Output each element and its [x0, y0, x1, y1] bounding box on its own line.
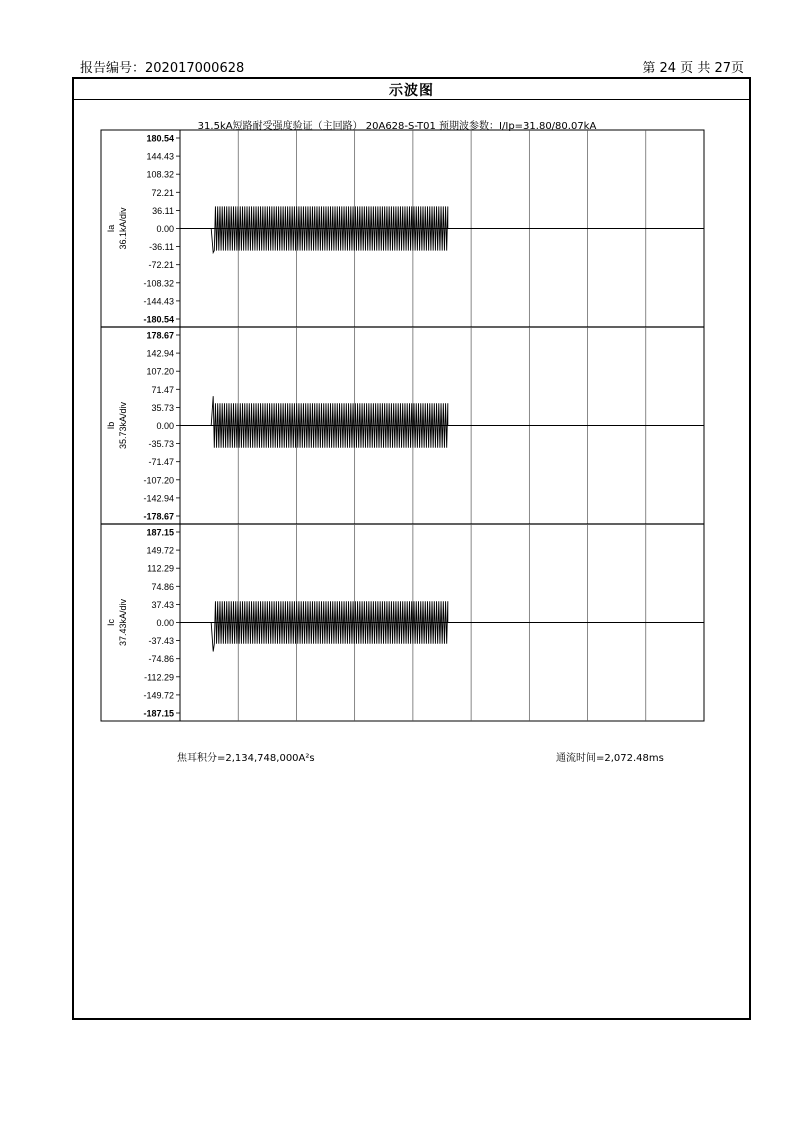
channel-scale-ic: 37.43kA/div	[118, 598, 128, 647]
y-tick-label: -142.94	[143, 493, 174, 504]
y-tick-label: -108.32	[143, 278, 174, 289]
y-tick-label: 0.00	[156, 224, 174, 234]
y-tick-label: 74.86	[151, 581, 174, 592]
waveform-ic	[180, 601, 704, 651]
y-tick-label: 180.54	[146, 133, 174, 144]
y-tick-label: -187.15	[143, 708, 174, 719]
y-tick-label: 71.47	[151, 384, 174, 395]
y-tick-label: 112.29	[147, 563, 174, 574]
waveform-ia	[180, 206, 704, 252]
y-tick-label: -74.86	[148, 654, 174, 665]
y-tick-label: 0.00	[156, 421, 174, 431]
waveform-ib	[180, 396, 704, 448]
y-tick-label: 144.43	[146, 151, 174, 162]
chart-title: 31.5kA短路耐受强度验证（主回路） 20A628-S-T01 预期波参数：I/Ip=31.80/80.07kA	[197, 121, 597, 132]
y-tick-label: 37.43	[151, 599, 174, 610]
y-tick-label: 187.15	[146, 527, 174, 538]
y-tick-label: -178.67	[143, 511, 174, 522]
y-tick-label: 35.73	[151, 402, 174, 413]
y-tick-label: -35.73	[148, 439, 174, 450]
page-indicator: 第 24 页 共 27页	[642, 61, 744, 76]
channel-label-ib: Ib	[106, 421, 116, 430]
conduction-time: 通流时间=2,072.48ms	[556, 753, 664, 764]
y-tick-label: -37.43	[148, 636, 174, 647]
y-tick-label: 72.21	[151, 187, 174, 198]
y-tick-label: 0.00	[156, 618, 174, 628]
y-tick-label: -112.29	[144, 672, 174, 683]
y-tick-label: -180.54	[143, 314, 174, 325]
channel-scale-ia: 36.1kA/div	[118, 207, 128, 250]
y-tick-label: -72.21	[148, 260, 174, 271]
section-title: 示波图	[389, 83, 434, 99]
channel-label-ia: Ia	[106, 224, 116, 233]
y-tick-label: -144.43	[143, 296, 174, 307]
y-tick-label: 178.67	[146, 330, 174, 341]
y-tick-label: 36.11	[152, 205, 174, 216]
y-tick-label: 142.94	[146, 348, 174, 359]
channel-scale-ib: 35.73kA/div	[118, 401, 128, 450]
y-tick-label: 149.72	[146, 545, 174, 556]
joule-integral: 焦耳积分=2,134,748,000A²s	[177, 753, 315, 764]
y-tick-label: -149.72	[143, 690, 174, 701]
y-tick-label: 108.32	[146, 169, 174, 180]
report-number-value: 202017000628	[145, 61, 245, 76]
y-tick-label: -71.47	[148, 457, 174, 468]
y-tick-label: -107.20	[143, 475, 174, 486]
y-tick-label: 107.20	[146, 366, 174, 377]
channel-label-ic: Ic	[106, 618, 116, 627]
report-number-label: 报告编号：	[80, 61, 146, 76]
y-tick-label: -36.11	[149, 242, 174, 253]
